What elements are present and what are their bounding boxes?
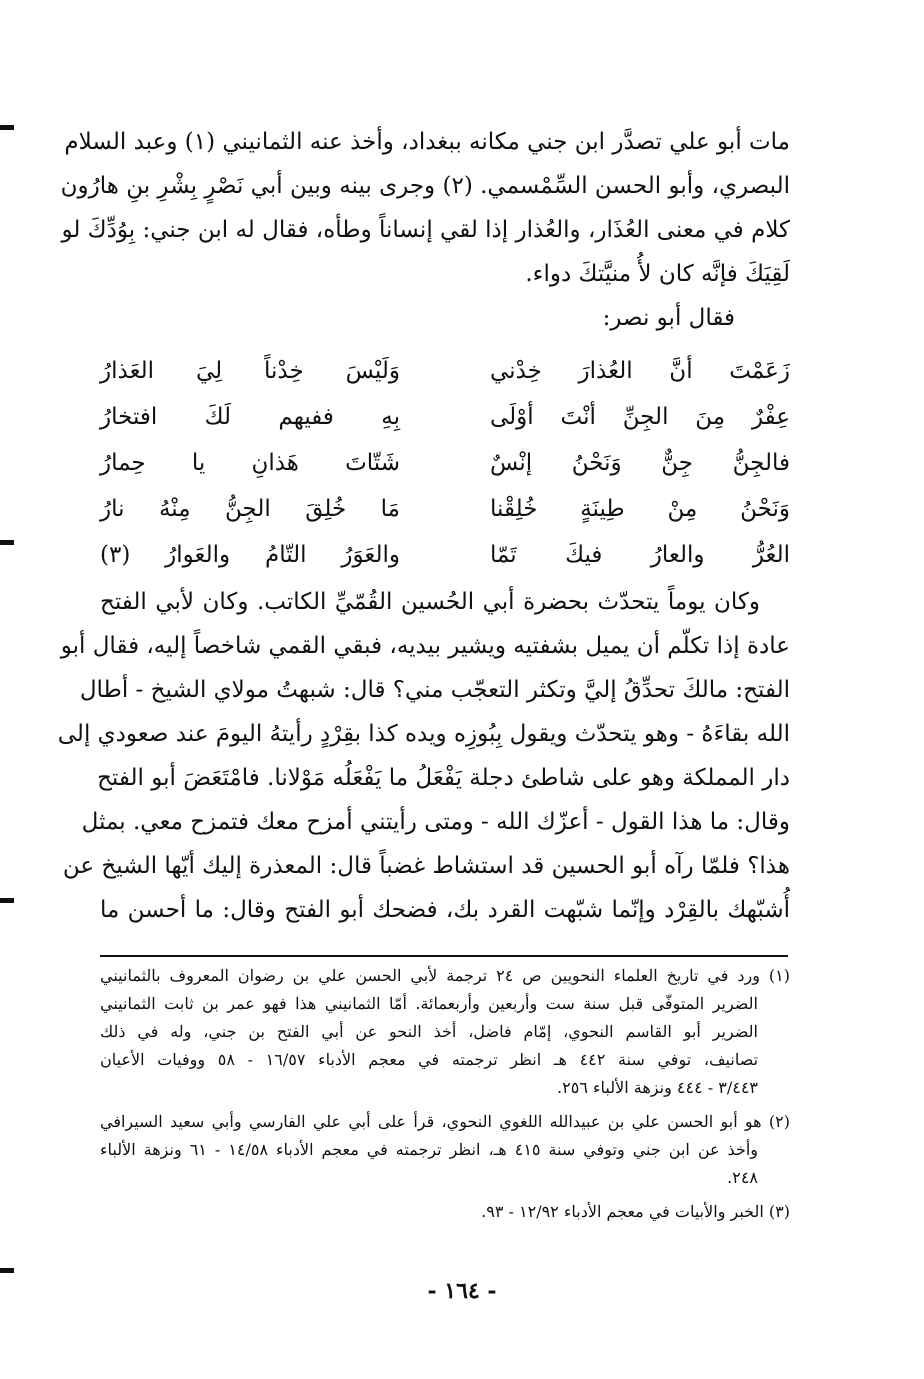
- footnote-line: تصانيف، توفي سنة ٤٤٢ هـ انظر ترجمته في معجم الأدباء ١٦/٥٧ - ٥٨ ووفيات الأعيان: [100, 1050, 759, 1069]
- text-line: مات أبو علي تصدَّر ابن جني مكانه ببغداد، وأخذ عنه الثمانيني (١) وعبد السلام: [64, 129, 790, 155]
- poem-verse: [100, 440, 790, 486]
- verse-first-hemistich: وَنَحْنُ مِنْ طِينَةٍ خُلِقْنا: [490, 496, 790, 522]
- margin-mark: [0, 898, 14, 903]
- poem-verse: [100, 348, 790, 394]
- page-number: - ١٦٤ -: [427, 1278, 497, 1304]
- footnote-line: ٢٤٨.: [727, 1168, 758, 1187]
- poem: [100, 348, 790, 578]
- footnote: [100, 1108, 790, 1192]
- text-line: أُشبّهك بالقِرْد وإنّما شبّهت القرد بك، فضحك أبو الفتح وقال: ما أحسن ما: [100, 897, 790, 923]
- text-line: الفتح: مالكَ تحدِّقُ إليَّ وتكثر التعجّب مني؟ قال: شبهتُ مولاي الشيخ - أطال: [79, 677, 790, 703]
- footnote-line: الضرير المتوفّى قبل سنة ست وأربعين وأربعمائة. أمّا الثمانيني هذا فهو عمر بن ثابت الثمانيني: [100, 994, 758, 1013]
- poem-verse: [100, 486, 790, 532]
- text-line: لَقِيَكَ فإنَّه كان لأُ منيَّتكَ دواء.: [525, 261, 790, 287]
- footnote-line: [100, 962, 790, 990]
- footnote-marker: (٣): [768, 1202, 790, 1221]
- footnote-line: [100, 1198, 790, 1226]
- text-line: هذا؟ فلمّا رآه أبو الحسين قد استشاط غضباً قال: المعذرة إليك أيّها الشيخ عن: [62, 853, 790, 879]
- footnote-line: وأخذ عن ابن جني وتوفي سنة ٤١٥ هـ، انظر ترجمته في معجم الأدباء ١٤/٥٨ - ٦١ ونزهة الألباء: [100, 1140, 759, 1159]
- text-line: وكان يوماً يتحدّث بحضرة أبي الحُسين القُمّيِّ الكاتب. وكان لأبي الفتح: [100, 589, 760, 615]
- verse-second-hemistich: شَتّاتَ هَذانِ يا حِمارُ: [100, 450, 400, 476]
- poem-verse: [100, 394, 790, 440]
- verse-second-hemistich: وَلَيْسَ خِدْناً لِيَ العَذارُ: [100, 358, 400, 384]
- poem-intro: فقال أبو نصر:: [602, 305, 735, 331]
- footnote-text: هو أبو الحسن علي بن عبيدالله اللغوي النحوي، قرأ على أبي علي الفارسي وأبي سعيد السيرافي: [100, 1112, 762, 1131]
- footnote-marker: (٢): [768, 1112, 790, 1131]
- footnote-marker: (١): [768, 966, 790, 985]
- margin-mark: [0, 540, 14, 545]
- footnote: [100, 1198, 790, 1226]
- footnote-text: الخبر والأبيات في معجم الأدباء ١٢/٩٢ - ٩٣.: [481, 1202, 764, 1221]
- verse-second-hemistich: والعَوَرُ التّامُ والعَوارُ (٣): [100, 542, 400, 568]
- footnote-line: الضرير أبو القاسم النحوي، إمّام فاضل، أخذ النحو عن أبي الفتح بن جني، وله في ذلك: [100, 1022, 758, 1041]
- verse-first-hemistich: زَعَمْتَ أنَّ العُذارَ خِدْني: [490, 358, 790, 384]
- verse-second-hemistich: مَا خُلِقَ الجِنُّ مِنْهُ نارُ: [100, 496, 400, 522]
- text-line: وقال: ما هذا القول - أعزّك الله - ومتى رأيتني أمزح معك فتمزح معي. بمثل: [81, 809, 790, 835]
- verse-first-hemistich: فالجِنُّ جِنٌّ وَنَحْنُ إنْسٌ: [490, 450, 790, 476]
- text-line: البصري، وأبو الحسن السِّمْسمي. (٢) وجرى بينه وبين أبي نَصْرٍ بِشْرِ بنِ هارُون: [60, 173, 790, 199]
- verse-first-hemistich: عِفْرٌ مِنَ الجِنِّ أنْتَ أوْلَى: [490, 404, 790, 430]
- text-line: عادة إذا تكلّم أن يميل بشفتيه ويشير بيديه، فبقي القمي شاخصاً إليه، فقال أبو: [60, 633, 790, 659]
- text-line: الله بقاءَهُ - وهو يتحدّث ويقول بِبُوزِه ويده كذا بقِرْدٍ رأيتهُ اليومَ عند صعودي إلى: [57, 721, 790, 747]
- main-text: [57, 120, 790, 932]
- verse-second-hemistich: بِهِ ففيهم لَكَ افتخارُ: [100, 404, 400, 430]
- footnote-divider: [100, 955, 788, 957]
- verse-first-hemistich: العُرُّ والعارُ فيكَ تَمّا: [490, 542, 790, 568]
- footnote-line: ٣/٤٤٣ - ٤٤٤ ونزهة الألباء ٢٥٦.: [557, 1078, 758, 1097]
- footnote-text: ورد في تاريخ العلماء النحويين ص ٢٤ ترجمة لأبي الحسن علي بن رضوان المعروف بالثمانيني: [100, 966, 760, 985]
- footnote-line: [100, 1108, 790, 1136]
- footnote: [100, 962, 790, 1102]
- text-line: دار المملكة وهو على شاطئ دجلة يَفْعَلُ ما يَفْعَلُه مَوْلانا. فامْتَعَضَ أبو الفتح: [97, 765, 790, 791]
- text-line: كلام في معنى العُذَار، والعُذار إذا لقي إنساناً وطأه، فقال له ابن جني: بِوُدِّكَ لو: [61, 217, 790, 243]
- margin-mark: [0, 1268, 14, 1273]
- footnotes: [100, 962, 790, 1232]
- margin-mark: [0, 125, 14, 130]
- poem-verse: [100, 532, 790, 578]
